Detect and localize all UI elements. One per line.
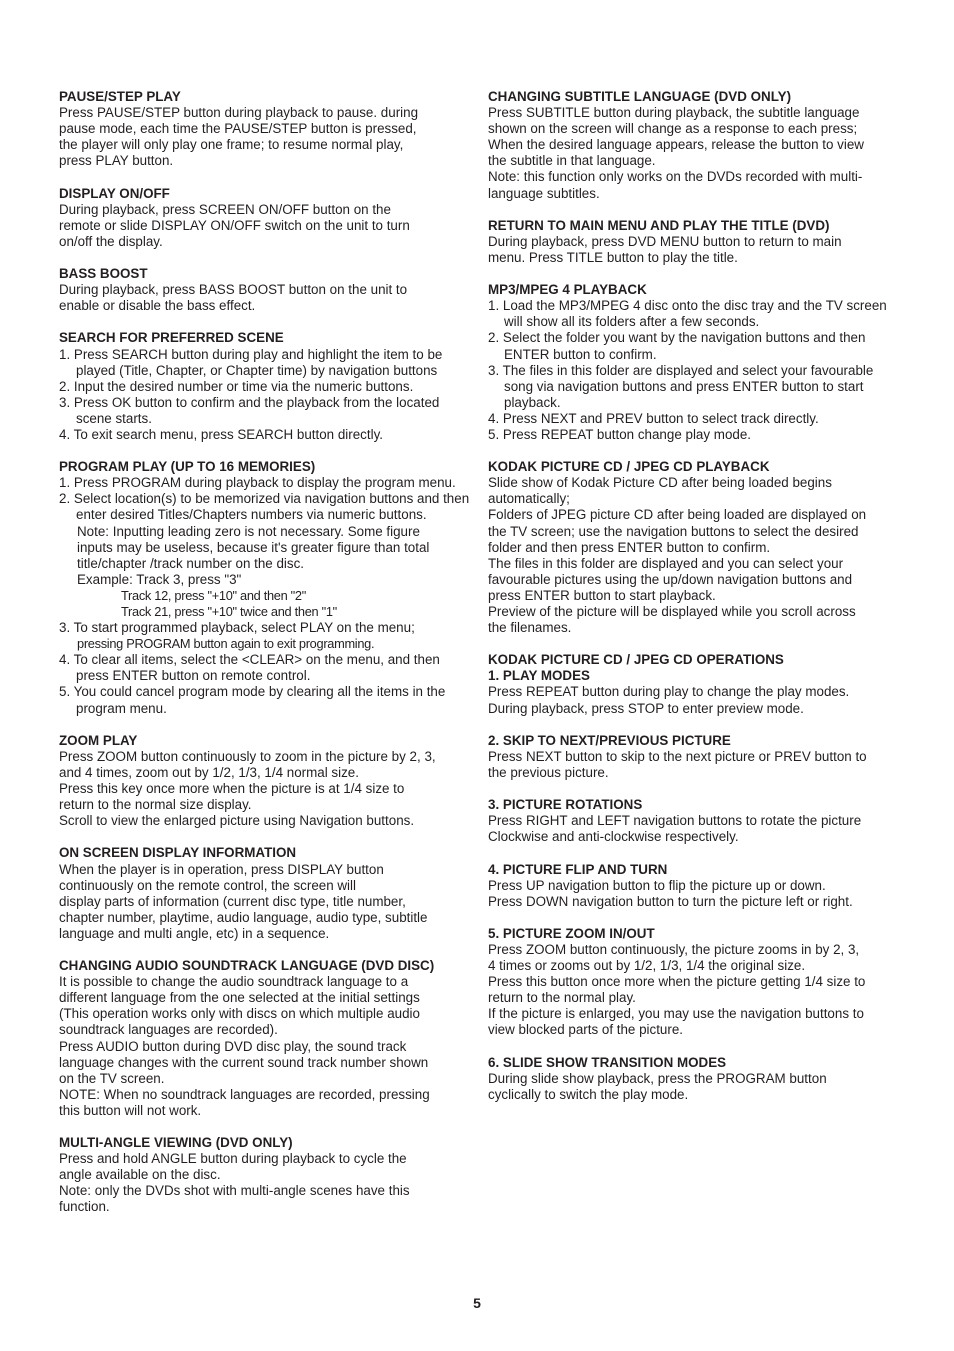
paragraph-line: Press ZOOM button continuously, the picture zooms in by 2, 3, [488,941,860,957]
section-heading: CHANGING AUDIO SOUNDTRACK LANGUAGE (DVD DISC) [59,958,435,974]
paragraph-line: function. [59,1199,110,1215]
paragraph-line: Press REPEAT button during play to change the play modes. [488,684,850,700]
paragraph-line: this button will not work. [59,1102,202,1118]
paragraph-line: on/off the display. [59,233,163,249]
section-mp3-playback [488,282,900,443]
paragraph-line: the player will only play one frame; to resume normal play, [59,137,404,153]
section-heading: PAUSE/STEP PLAY [59,89,181,104]
paragraph-line: Press DOWN navigation button to turn the picture left or right. [488,893,853,909]
paragraph-line: the TV screen; use the navigation buttons to select the desired [488,523,859,539]
section-heading: MULTI-ANGLE VIEWING (DVD ONLY) [59,1135,293,1151]
paragraph-line: It is possible to change the audio soundtrack language to a [59,974,409,990]
section-heading: RETURN TO MAIN MENU AND PLAY THE TITLE (DVD) [488,217,830,233]
paragraph-line: Scroll to view the enlarged picture using Navigation buttons. [59,813,415,829]
section-kodak-playback [488,459,900,636]
paragraph-line: view blocked parts of the picture. [488,1022,684,1038]
section-subtitle-language [488,89,900,202]
paragraph-line: Press UP navigation button to flip the picture up or down. [488,877,826,893]
subsection-heading: 4. PICTURE FLIP AND TURN [488,861,668,877]
paragraph-line: pause mode, each time the PAUSE/STEP button is pressed, [59,121,417,137]
section-skip-picture [488,733,900,781]
paragraph-line: Slide show of Kodak Picture CD after being loaded begins [488,475,832,491]
section-flip-turn [488,862,900,910]
section-kodak-operations [488,652,900,716]
page-number: 5 [473,1295,481,1311]
paragraph-line: language and multi angle, etc) in a sequence. [59,925,330,941]
section-heading: DISPLAY ON/OFF [59,185,170,201]
section-osd-info [59,845,469,942]
paragraph-line: 4 times or zooms out by 1/2, 1/3, 1/4 the original size. [488,958,806,974]
list-item: 3. To start programmed playback, select PLAY on the menu; [59,620,415,636]
paragraph-line: Press AUDIO button during DVD disc play, the sound track [59,1038,407,1054]
paragraph-line: shown on the screen will change as a response to each press; [488,121,858,137]
list-item-continuation: pressing PROGRAM button again to exit programming. [77,636,375,652]
note-line: inputs may be useless, because it's greater figure than total [77,539,430,555]
list-item: 2. Select the folder you want by the navigation buttons and then ENTER button to confirm. [488,330,866,362]
paragraph-line: (This operation works only with discs on which multiple audio [59,1006,420,1022]
paragraph-line: If the picture is enlarged, you may use the navigation buttons to [488,1006,864,1022]
list-item: 1. Press SEARCH button during play and highlight the item to be played (Title, Chapter, or Chapter time) by navigation buttons [59,346,443,378]
paragraph-line: Press this key once more when the picture is at 1/4 size to [59,781,405,797]
paragraph-line: return to the normal play. [488,990,636,1006]
section-picture-rotations [488,797,900,845]
paragraph-line: During playback, press DVD MENU button to return to main [488,233,842,249]
section-multi-angle [59,1135,469,1215]
paragraph-line: When the player is in operation, press DISPLAY button [59,861,384,877]
section-display [59,186,469,250]
paragraph-line: Folders of JPEG picture CD after being loaded are displayed on [488,507,867,523]
section-bass-boost [59,266,469,314]
paragraph-line: press PLAY button. [59,153,174,169]
paragraph-line: the filenames. [488,620,572,636]
note-line: Note: Inputting leading zero is not necessary. Some figure [77,523,420,539]
paragraph-line: continuously on the remote control, the screen will [59,877,356,893]
paragraph-line: cyclically to switch the play mode. [488,1086,689,1102]
paragraph-line: The files in this folder are displayed and you can select your [488,555,844,571]
subsection-heading: 1. PLAY MODES [488,668,590,684]
list-item: 2. Input the desired number or time via the numeric buttons. [59,378,414,394]
list-item: 4. To exit search menu, press SEARCH button directly. [59,426,383,442]
paragraph-line: different language from the one selected at the initial settings [59,990,420,1006]
section-pause-step [59,89,469,169]
subsection-heading: 5. PICTURE ZOOM IN/OUT [488,925,655,941]
list-item: 5. Press REPEAT button change play mode. [488,426,751,442]
list-item: 1. Load the MP3/MPEG 4 disc onto the disc tray and the TV screen will show all its folders after a few seconds. [488,298,887,330]
example-track-line: Track 12, press "+10" and then "2" [121,587,306,603]
list-item: 1. Press PROGRAM during playback to display the program menu. [59,475,456,491]
section-heading: PROGRAM PLAY (UP TO 16 MEMORIES) [59,459,316,475]
paragraph-line: chapter number, playtime, audio language, audio type, subtitle [59,909,428,925]
paragraph-line: language subtitles. [488,185,600,201]
section-heading: SEARCH FOR PREFERRED SCENE [59,330,284,346]
paragraph-line: Preview of the picture will be displayed while you scroll across [488,604,856,619]
paragraph-line: NOTE: When no soundtrack languages are recorded, pressing [59,1086,430,1102]
note-line: title/chapter /track number on the disc. [77,555,305,571]
paragraph-line: favourable pictures using the up/down navigation buttons and [488,571,853,587]
list-item: 3. The files in this folder are displayed and select your favourable song via navigation buttons and press ENTER button to start playback. [488,362,874,410]
section-heading: MP3/MPEG 4 PLAYBACK [488,282,647,298]
paragraph-line: enable or disable the bass effect. [59,298,256,314]
list-item: 5. You could cancel program mode by clearing all the items in the program menu. [59,684,446,716]
paragraph-line: soundtrack languages are recorded). [59,1022,278,1038]
paragraph-line: During playback, press BASS BOOST button on the unit to [59,282,408,298]
paragraph-line: and 4 times, zoom out by 1/2, 1/3, 1/4 normal size. [59,764,359,780]
paragraph-line: Press NEXT button to skip to the next picture or PREV button to [488,748,867,764]
paragraph-line: Note: this function only works on the DVDs recorded with multi- [488,169,863,185]
subsection-heading: 2. SKIP TO NEXT/PREVIOUS PICTURE [488,732,731,748]
section-search [59,330,469,443]
list-item: 4. To clear all items, select the <CLEAR> on the menu, and then press ENTER button on remote control. [59,652,440,684]
section-picture-zoom [488,926,900,1039]
paragraph-line: During playback, press SCREEN ON/OFF button on the [59,201,391,217]
section-main-menu [488,218,900,266]
section-heading: BASS BOOST [59,266,148,282]
paragraph-line: remote or slide DISPLAY ON/OFF switch on the unit to turn [59,217,410,233]
paragraph-line: Press this button once more when the picture getting 1/4 size to [488,974,866,990]
list-item: 4. Press NEXT and PREV button to select track directly. [488,410,819,426]
section-heading: ZOOM PLAY [59,732,138,748]
section-zoom-play [59,733,469,830]
paragraph-line: Clockwise and anti-clockwise respectively. [488,829,739,845]
paragraph-line: menu. Press TITLE button to play the title. [488,249,738,265]
paragraph-line: During playback, press STOP to enter preview mode. [488,700,804,716]
paragraph-line: Press RIGHT and LEFT navigation buttons to rotate the picture [488,813,862,829]
right-column [488,89,900,1119]
paragraph-line: Note: only the DVDs shot with multi-angle scenes have this [59,1183,410,1199]
paragraph-line: return to the normal size display. [59,797,252,813]
list-item: 3. Press OK button to confirm and the playback from the located scene starts. [59,394,440,426]
section-slide-show [488,1055,900,1103]
paragraph-line: press ENTER button to start playback. [488,587,716,603]
paragraph-line: Press and hold ANGLE button during playback to cycle the [59,1151,407,1167]
section-program-play [59,459,469,717]
section-heading: CHANGING SUBTITLE LANGUAGE (DVD ONLY) [488,89,792,104]
example-track-line: Track 21, press "+10" twice and then "1" [121,604,337,619]
paragraph-line: During slide show playback, press the PROGRAM button [488,1070,827,1086]
list-item: 2. Select location(s) to be memorized via navigation buttons and then enter desired Titles/Chapters numbers via numeric buttons. [59,491,470,523]
paragraph-line: display parts of information (current disc type, title number, [59,893,406,909]
paragraph-line: When the desired language appears, release the button to view [488,137,864,153]
paragraph-line: Press ZOOM button continuously to zoom in the picture by 2, 3, [59,748,436,764]
paragraph-line: Press SUBTITLE button during playback, the subtitle language [488,105,860,121]
paragraph-line: folder and then press ENTER button to confirm. [488,539,771,555]
section-audio-language [59,958,469,1119]
paragraph-line: angle available on the disc. [59,1167,221,1183]
paragraph-line: Press PAUSE/STEP button during playback to pause. during [59,105,419,121]
example-line: Example: Track 3, press "3" [77,571,242,587]
paragraph-line: the subtitle in that language. [488,153,656,169]
paragraph-line: automatically; [488,491,570,507]
paragraph-line: the previous picture. [488,764,609,780]
subsection-heading: 6. SLIDE SHOW TRANSITION MODES [488,1054,727,1070]
section-heading: KODAK PICTURE CD / JPEG CD OPERATIONS [488,652,784,668]
section-heading: KODAK PICTURE CD / JPEG CD PLAYBACK [488,459,770,475]
paragraph-line: language changes with the current sound track number shown [59,1054,429,1070]
section-heading: ON SCREEN DISPLAY INFORMATION [59,845,297,861]
left-column [59,89,469,1232]
subsection-heading: 3. PICTURE ROTATIONS [488,797,643,813]
paragraph-line: on the TV screen. [59,1070,165,1086]
